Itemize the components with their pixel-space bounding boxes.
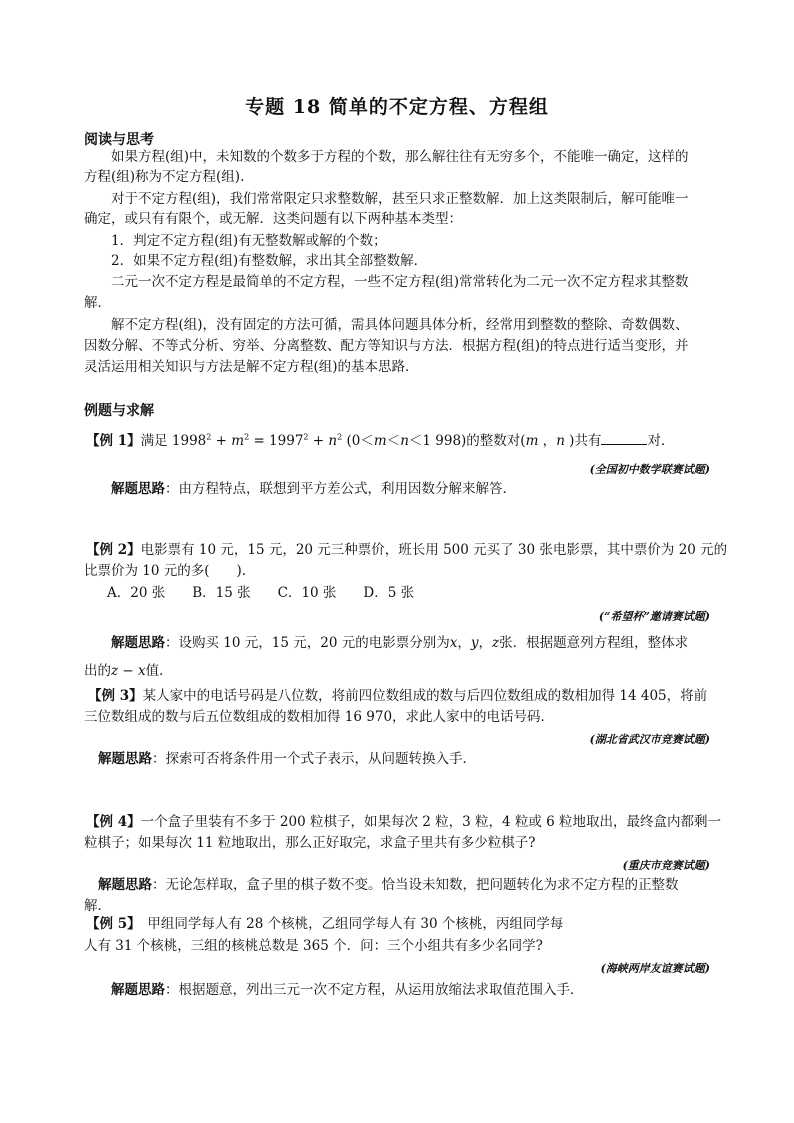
paragraph-1-line-1: 如果方程(组)中，未知数的个数多于方程的个数，那么解往往有无穷多个，不能唯一确定，这样的 <box>111 149 689 165</box>
example-2-label: 【例 2】 <box>86 542 141 558</box>
paragraph-4-line-2: 因数分解、不等式分析、穷举、分离整数、配方等知识与方法．根据方程(组)的特点进行适当变形，并 <box>84 338 689 354</box>
example-1-question: 【例 1】满足 $1998^2 + m^2 = 1997^2 + n^2$ (0＜m＜n＜1 998)的整数对(m ，n )共有 对． <box>86 432 675 449</box>
section-heading-reading: 阅读与思考 <box>84 132 154 148</box>
example-3-hint: 解题思路：探索可否将条件用一个式子表示，从问题转换入手． <box>98 751 476 767</box>
example-4-question-line-2: 粒棋子；如果每次 11 粒地取出，那么正好取完，求盒子里共有多少粒棋子? <box>84 835 536 851</box>
page-title: 专题 18 简单的不定方程、方程组 <box>245 96 549 118</box>
section-heading-examples: 例题与求解 <box>84 403 154 419</box>
example-2-question-line-2: 比票价为 10 元的多( ). <box>84 563 247 579</box>
paragraph-1-line-2: 方程(组)称为不定方程(组). <box>84 169 245 185</box>
paragraph-2-line-1: 对于不定方程(组)，我们常常限定只求整数解，甚至只求正整数解．加上这类限制后，解可能唯一 <box>111 191 689 207</box>
example-2-source: (“希望杯”邀请赛试题) <box>598 610 710 623</box>
example-2-question-line-1: 【例 2】电影票有 10 元，15 元，20 元三种票价，班长用 500 元买了 30 张电影票，其中票价为 20 元的 <box>86 542 728 558</box>
list-item-2: 2．如果不定方程(组)有整数解，求出其全部整数解． <box>111 253 428 269</box>
example-2-hint-line-1: 解题思路：设购买 10 元，15 元，20 元的电影票分别为x，y，z张．根据题意列方程组，整体求 <box>111 635 689 651</box>
paragraph-2-line-2: 确定，或只有有限个，或无解．这类问题有以下两种基本类型： <box>84 211 462 227</box>
example-5-label: 【例 5】 <box>86 916 134 932</box>
paragraph-3-line-1: 二元一次不定方程是最简单的不定方程，一些不定方程(组)常常转化为二元一次不定方程求其整数 <box>111 274 689 290</box>
example-3-question-line-2: 三位数组成的数与后五位数组成的数相加得 16 970，求此人家中的电话号码． <box>84 709 555 725</box>
example-5-question-line-1: 【例 5】 甲组同学每人有 28 个核桃，乙组同学每人有 30 个核桃，丙组同学每 <box>86 916 564 932</box>
example-5-source: (海峡两岸友谊赛试题) <box>600 962 710 975</box>
paragraph-4-line-1: 解不定方程(组)，没有固定的方法可循，需具体问题具体分析，经常用到整数的整除、奇数偶数、 <box>111 317 689 333</box>
example-4-question-line-1: 【例 4】一个盒子里装有不多于 200 粒棋子，如果每次 2 粒，3 粒，4 粒或 6 粒地取出，最终盒内都剩一 <box>86 814 722 830</box>
example-1-source: (全国初中数学联赛试题) <box>589 463 710 476</box>
example-4-hint-line-2: 解． <box>84 898 111 914</box>
example-1-hint: 解题思路：由方程特点，联想到平方差公式，利用因数分解来解答． <box>111 481 516 497</box>
example-2-hint-line-2: 出的z − x值． <box>84 663 173 679</box>
example-4-hint-line-1: 解题思路：无论怎样取，盒子里的棋子数不变。恰当设未知数，把问题转化为求不定方程的正整数 <box>98 877 679 893</box>
list-item-1: 1．判定不定方程(组)有无整数解或解的个数； <box>111 233 387 249</box>
answer-blank <box>601 432 647 445</box>
example-1-label: 【例 1】 <box>86 433 141 449</box>
example-5-question-line-2: 人有 31 个核桃，三组的核桃总数是 365 个．问：三个小组共有多少名同学? <box>84 938 543 954</box>
example-3-label: 【例 3】 <box>88 688 143 704</box>
paragraph-3-line-2: 解． <box>84 295 111 311</box>
paragraph-4-line-3: 灵活运用相关知识与方法是解不定方程(组)的基本思路． <box>84 359 419 375</box>
example-3-question-line-1: 【例 3】某人家中的电话号码是八位数，将前四位数组成的数与后四位数组成的数相加得 14 405，将前 <box>88 688 708 704</box>
example-3-source: (湖北省武汉市竞赛试题) <box>589 733 710 746</box>
example-5-hint: 解题思路：根据题意，列出三元一次不定方程，从运用放缩法求取值范围入手． <box>111 982 584 998</box>
example-2-options: A．20 张 B．15 张 C．10 张 D．5 张 <box>107 585 415 601</box>
example-4-label: 【例 4】 <box>86 814 141 830</box>
example-4-source: (重庆市竞赛试题) <box>622 859 710 872</box>
